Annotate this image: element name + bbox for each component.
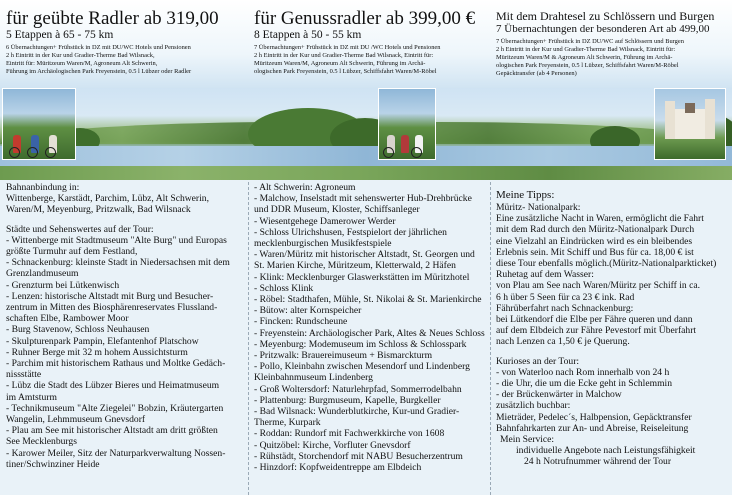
curious-line: - von Waterloo nach Rom innerhalb von 24 h xyxy=(496,366,670,378)
offer-detail: 2 h Eintritt in der Kur und Gradier-Therme Bad Wilsnack, xyxy=(6,52,155,59)
castle-photo xyxy=(654,88,726,160)
tip-line: von Plau am See nach Waren/Müritz per Schiff in ca. xyxy=(496,280,701,292)
tip-line: 6 h über 5 Seen für ca 23 € ink. Rad xyxy=(496,291,635,303)
sight-line: - Pollo, Kleinbahn zwischen Mesendorf und Lindenberg xyxy=(254,361,470,373)
sight-line: - Ruhner Berge mit 32 m hohem Aussichtsturm xyxy=(6,346,188,358)
tip-line: Fährüberfahrt nach Schnackenburg: xyxy=(496,302,634,314)
offer-title: für Genussradler ab 399,00 € xyxy=(254,8,476,29)
sight-line: - Bad Wilsnack: Wunderblutkirche, Kur-und Gradier- xyxy=(254,406,460,418)
sight-line: Therme, Kurpark xyxy=(254,417,321,429)
tip-line: Eine zusätzliche Nacht in Waren, ermöglicht die Fahrt xyxy=(496,213,704,225)
sight-line: - Meyenburg: Modemuseum im Schloss & Schlosspark xyxy=(254,338,467,350)
offer-stages: 8 Etappen à 50 - 55 km xyxy=(254,29,362,41)
sight-line: - Schnackenburg: kleinste Stadt in Niedersachsen mit dem xyxy=(6,257,230,269)
column-sights-continued xyxy=(254,182,486,473)
sight-line: - Plattenburg: Burgmuseum, Kapelle, Burgkeller xyxy=(254,394,441,406)
rail-line: Wittenberge, Karstädt, Parchim, Lübz, Alt Schwerin, xyxy=(6,193,209,205)
offer-detail: 6 Übernachtungen+ Frühstück in DZ mit DU/WC Hotels und Pensionen xyxy=(6,44,191,51)
sight-line: - Alt Schwerin: Agroneum xyxy=(254,182,356,193)
tip-line: bei Lütkendorf die Elbe per Fähre queren und dann xyxy=(496,314,693,326)
sight-line: - Wiesentgehege Damerower Werder xyxy=(254,215,396,227)
sight-line: - Quitzöbel: Kirche, Vorfluter Gnevsdorf xyxy=(254,439,411,451)
offer-stages: 7 Übernachtungen der besonderen Art ab 499,00 xyxy=(496,23,710,35)
column-tips xyxy=(496,182,730,468)
bookable-line: Mieträder, Pedelec´s, Halbpension, Gepäcktransfer xyxy=(496,411,692,423)
sight-line: - Klink: Mecklenburger Glaswerkstätten im Müritzhotel xyxy=(254,271,470,283)
sight-line: - Burg Stavenow, Schloss Neuhausen xyxy=(6,324,150,336)
sight-line: - Freyenstein: Archäologischer Park, Altes & Neues Schloss xyxy=(254,327,485,339)
column-rail-sights xyxy=(6,182,244,470)
offer-title: für geübte Radler ab 319,00 xyxy=(6,8,219,29)
offer-experienced xyxy=(6,0,246,76)
sight-line: - Röbel: Stadthafen, Mühle, St. Nikolai & St. Marienkirche xyxy=(254,294,482,306)
sight-line: - Lübz die Stadt des Lübzer Bieres und Heimatmuseum xyxy=(6,380,220,392)
sight-line: - Skulpturenpark Pampin, Elefantenhof Platschow xyxy=(6,335,199,347)
offer-title: Mit dem Drahtesel zu Schlössern und Burgen xyxy=(496,9,715,23)
curious-line: - die Uhr, die um die Ecke geht in Schlemmin xyxy=(496,378,672,390)
service-line: individuelle Angebote nach Leistungsfähigkeit xyxy=(516,445,696,457)
sight-line: - Lenzen: historische Altstadt mit Burg und Besucher- xyxy=(6,290,214,302)
tips-title: Meine Tipps: xyxy=(496,189,555,201)
sight-line: - Roddan: Rundorf mit Fachwerkkirche von 1608 xyxy=(254,428,445,440)
sight-line: - Schloss Ulrichshusen, Festspielort der jährlichen xyxy=(254,226,447,238)
sight-line: im Amtsturm xyxy=(6,391,57,403)
service-title: Mein Service: xyxy=(500,434,555,446)
cyclists-group-photo xyxy=(378,88,436,160)
sight-line: tiner/Schwinziner Heide xyxy=(6,458,100,470)
sight-line: zentrum in Mitten des Biosphärenreservates Flussland- xyxy=(6,302,218,314)
tip-line: Müritz- Nationalpark: xyxy=(496,202,581,213)
sight-line: Kleinbahnmuseum Lindenberg xyxy=(254,372,373,384)
sights-title: Städte und Sehenswertes auf der Tour: xyxy=(6,223,154,235)
sight-line: - Karower Meiler, Sitz der Naturparkverwaltung Nossen- xyxy=(6,447,226,459)
offer-detail: 2 h Eintritt in der Kur und Gradier-Therme Bad Wilsnack, Eintritt für: xyxy=(254,52,434,59)
tip-line: Erlebnis sein. Mit Schiff und Bus für ca. 18,00 € ist xyxy=(496,246,694,258)
offer-leisure xyxy=(254,0,494,76)
offer-detail: Müritzeum Waren/M, Agroneum Alt Schwerin, Führung im Archä- xyxy=(254,60,426,67)
sight-line: und DDR Museum, Kloster, Schiffsanleger xyxy=(254,204,420,216)
sight-line: - Technikmuseum "Alte Ziegelei" Bobzin, Kräutergarten xyxy=(6,402,224,414)
sight-line: - Wittenberge mit Stadtmuseum "Alte Burg" und Europas xyxy=(6,234,227,246)
sight-line: - Waren/Müritz mit historischer Altstadt, St. Georgen und xyxy=(254,249,475,261)
curious-line: - der Brückenwärter in Malchow xyxy=(496,389,622,401)
sight-line: - Parchim mit historischem Rathaus und Moltke Gedäch- xyxy=(6,358,226,370)
column-divider xyxy=(490,182,491,495)
offer-stages: 5 Etappen à 65 - 75 km xyxy=(6,29,114,41)
sight-line: - Bütow: alter Kornspeicher xyxy=(254,305,362,317)
sight-line: Wangelin, Lehmmuseum Gnevsdorf xyxy=(6,414,146,426)
sight-line: größte Turmuhr auf dem Festland, xyxy=(6,246,138,258)
offer-castles xyxy=(496,0,730,78)
sight-line: - Malchow, Inselstadt mit sehenswerter Hub-Drehbrücke xyxy=(254,193,472,205)
offer-detail: Eintritt für: Müritzeum Waren/M, Agroneum Alt Schwerin, xyxy=(6,60,158,67)
service-line: 24 h Notrufnummer während der Tour xyxy=(524,456,672,468)
offer-detail: 2 h Eintritt in der Kur und Gradier-Therme Bad Wilsnack, Eintritt für: xyxy=(496,46,676,53)
sight-line: - Rühstädt, Storchendorf mit NABU Besucherzentrum xyxy=(254,450,463,462)
sight-line: St. Marien Kirche, Müritzeum, Kletterwald, 2 Häfen xyxy=(254,260,456,272)
sight-line: - Pritzwalk: Brauereimuseum + Bismarckturm xyxy=(254,350,433,362)
sight-line: - Fincken: Rundscheune xyxy=(254,316,348,328)
sight-line: - Groß Woltersdorf: Naturlehrpfad, Sommerrodelbahn xyxy=(254,383,462,395)
tip-line: eine Vielzahl an Eindrücken wird es ein bleibendes xyxy=(496,235,693,247)
sight-line: nissstätte xyxy=(6,369,42,381)
tip-line: Ruhetag auf dem Wasser: xyxy=(496,269,594,281)
bookable-line: Bahnfahrkarten zur An- und Abreise, Reiseleitung xyxy=(496,422,689,434)
sight-line: - Hinzdorf: Kopfweidentreppe am Elbdeich xyxy=(254,462,422,474)
sight-line: - Schloss Klink xyxy=(254,282,314,294)
elbe-landscape-image xyxy=(0,88,732,180)
bookable-title: zusätzlich buchbar: xyxy=(496,400,571,412)
sight-line: mecklenburgischen Musikfestspiele xyxy=(254,238,392,250)
sight-line: schaften Elbe, Rambower Moor xyxy=(6,313,129,325)
sight-line: - Plau am See mit historischer Altstadt am dritt größten xyxy=(6,425,218,437)
sight-line: See Mecklenburgs xyxy=(6,436,77,448)
curious-title: Kurioses an der Tour: xyxy=(496,355,580,367)
offer-detail: Müritzeum Waren/M & Agroneum Alt Schwerin, Führung im Archä- xyxy=(496,54,673,61)
rail-line: Waren/M, Meyenburg, Pritzwalk, Bad Wilsnack xyxy=(6,204,191,216)
sight-line: - Grenzturm bei Lütkenwisch xyxy=(6,279,120,291)
offer-detail: Führung im Archäologischen Park Freyenstein, 0.5 l Lübzer oder Radler xyxy=(6,68,192,75)
tip-line: nach Lenzen ca 1,50 € je Querung. xyxy=(496,336,630,348)
rail-title: Bahnanbindung in: xyxy=(6,182,80,193)
tip-line: mit dem Rad durch den Müritz-Nationalpark Durch xyxy=(496,224,695,236)
column-divider xyxy=(248,182,249,495)
offer-detail: ologischen Park Freyenstein, 0.5 l Lübzer, Schiffsfahrt Waren/M-Röbel xyxy=(254,68,437,75)
offer-detail: 7 Übernachtungen+ Frühstück in DZ mit DU /WC Hotels und Pensionen xyxy=(254,44,441,51)
tip-line: diese Tour ebenfalls möglich.(Müritz-Nationalparkticket) xyxy=(496,258,717,270)
offer-detail: Gepäcktransfer (ab 4 Personen) xyxy=(496,70,577,77)
tip-line: auf dem Elbdeich zur Fähre Pevestorf mit Überfahrt xyxy=(496,325,697,337)
cyclists-photo xyxy=(2,88,76,160)
offer-detail: 7 Übernachtungen+ Frühstück in DZ DU/WC auf Schlössern und Burgen xyxy=(496,38,684,45)
sight-line: Grenzlandmuseum xyxy=(6,268,79,280)
offer-detail: ologischen Park Freyenstein, 0.5 l Lübzer, Schiffsfahrt Waren/M-Röbel xyxy=(496,62,679,69)
